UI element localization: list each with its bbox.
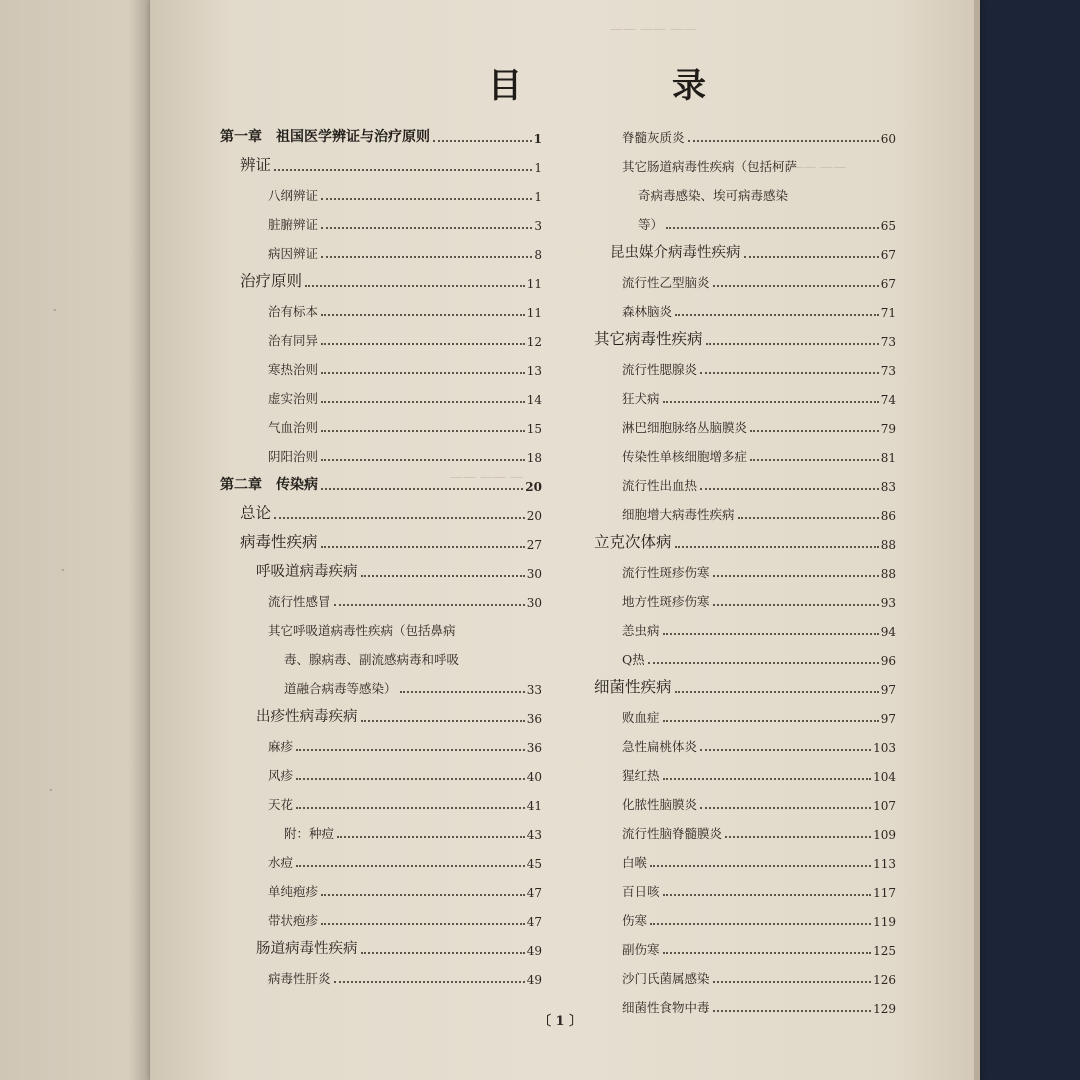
dot-leader [675, 314, 879, 316]
toc-entry [220, 697, 542, 726]
toc-entry-page: 45 [526, 857, 542, 871]
toc-entry [220, 726, 542, 755]
dot-leader [738, 517, 879, 519]
toc-entry [220, 262, 542, 291]
toc-entry-title: 其它呼吸道病毒性疾病（包括鼻病 [268, 623, 456, 638]
toc-entry-page: 71 [880, 306, 896, 320]
toc-entry-title: 麻疹 [268, 739, 294, 754]
dot-leader [296, 778, 525, 780]
dot-leader [274, 169, 532, 171]
dot-leader [321, 546, 525, 548]
toc-entry-title: 传染性单核细胞增多症 [622, 449, 748, 464]
dot-leader [666, 227, 879, 229]
toc-entry [220, 378, 542, 407]
toc-entry-title: 细菌性疾病 [594, 678, 672, 696]
toc-entry [594, 291, 896, 320]
toc-entry [220, 813, 542, 842]
toc-entry [594, 784, 896, 813]
dot-leader [713, 575, 879, 577]
toc-entry [220, 117, 542, 146]
toc-entry [594, 349, 896, 378]
toc-entry-title: 治有标本 [268, 304, 319, 319]
toc-entry [220, 755, 542, 784]
toc-entry [220, 146, 542, 175]
toc-entry-page: 126 [873, 973, 896, 987]
toc-entry-title: 第一章 祖国医学辨证与治疗原则 [220, 129, 430, 145]
toc-entry-title: 白喉 [622, 855, 648, 870]
toc-entry-title: 细胞增大病毒性疾病 [622, 507, 735, 522]
dot-leader [361, 952, 525, 954]
toc-entry [594, 552, 896, 581]
toc-entry-page: 67 [880, 248, 896, 262]
dot-leader [700, 749, 871, 751]
dot-leader [337, 836, 525, 838]
toc-entry [594, 494, 896, 523]
toc-entry-page: 103 [873, 741, 896, 755]
toc-entry [594, 523, 896, 552]
dot-leader [305, 285, 525, 287]
toc-entry-title: 肠道病毒性疾病 [256, 941, 358, 957]
toc-entry [220, 958, 542, 987]
toc-entry-page: 60 [880, 132, 896, 146]
toc-entry-title: 病因辨证 [268, 246, 319, 261]
adjacent-page: · · · [0, 0, 190, 1080]
toc-entry [594, 407, 896, 436]
toc-entry-page: 12 [526, 335, 542, 349]
toc-entry-title: 脊髓灰质炎 [622, 130, 685, 145]
toc-entry [594, 146, 896, 175]
toc-entry [220, 291, 542, 320]
toc-entry-page: 33 [526, 683, 542, 697]
toc-entry-title: 等） [638, 217, 664, 232]
toc-entry [594, 987, 896, 1016]
toc-entry-title: 治疗原则 [240, 272, 303, 290]
toc-entry-page: 36 [526, 741, 542, 755]
toc-entry-title: 病毒性肝炎 [268, 971, 331, 986]
toc-entry-title: 败血症 [622, 710, 660, 725]
dot-leader [321, 430, 525, 432]
toc-entry-title: 流行性腮腺炎 [622, 362, 698, 377]
toc-entry [220, 871, 542, 900]
toc-entry-page: 43 [526, 828, 542, 842]
dot-leader [321, 459, 525, 461]
toc-entry [594, 900, 896, 929]
dot-leader [700, 488, 879, 490]
dot-leader [321, 894, 525, 896]
toc-entry [594, 436, 896, 465]
toc-entry [220, 842, 542, 871]
dot-leader [663, 633, 879, 635]
toc-entry [594, 639, 896, 668]
dot-leader [650, 865, 871, 867]
toc-entry-page: 30 [526, 596, 542, 610]
toc-entry-page: 13 [526, 364, 542, 378]
toc-entry-page: 11 [526, 306, 542, 320]
toc-entry-page: 67 [880, 277, 896, 291]
dot-leader [725, 836, 871, 838]
dot-leader [700, 807, 871, 809]
toc-entry-title: 流行性乙型脑炎 [622, 275, 710, 290]
dot-leader [321, 488, 523, 490]
toc-entry [220, 175, 542, 204]
dot-leader [706, 343, 879, 345]
dot-leader [744, 256, 879, 258]
toc-entry-page: 93 [880, 596, 896, 610]
toc-entry [594, 958, 896, 987]
toc-entry-page: 119 [873, 915, 896, 929]
dot-leader [400, 691, 525, 693]
toc-entry-title: 细菌性食物中毒 [622, 1000, 710, 1015]
dot-leader [296, 749, 525, 751]
toc-entry-title: 病毒性疾病 [240, 533, 318, 551]
toc-entry-title: 猩红热 [622, 768, 660, 783]
toc-entry-page: 11 [526, 277, 542, 291]
dot-leader [750, 430, 879, 432]
toc-entry-page: 1 [534, 190, 542, 204]
dot-leader [334, 981, 525, 983]
toc-entry-title: 伤寒 [622, 913, 648, 928]
toc-entry [220, 610, 542, 639]
toc-entry [220, 494, 542, 523]
dot-leader [321, 198, 532, 200]
dot-leader [648, 662, 879, 664]
page-edge [974, 0, 980, 1080]
toc-entry [220, 552, 542, 581]
toc-entry-title: 天花 [268, 797, 294, 812]
toc-entry-title: 地方性斑疹伤寒 [622, 594, 710, 609]
toc-entry-title: 狂犬病 [622, 391, 660, 406]
toc-entry-page: 73 [880, 364, 896, 378]
toc-entry-title: 毒、腺病毒、副流感病毒和呼吸 [284, 652, 460, 667]
toc-entry-page: 20 [526, 509, 542, 523]
toc-entry-title: 治有同异 [268, 333, 319, 348]
dot-leader [663, 952, 872, 954]
toc-entry-title: 风疹 [268, 768, 294, 783]
toc-entry-page: 8 [534, 248, 542, 262]
toc-entry-page: 97 [880, 683, 896, 697]
toc-entry-title: 带状疱疹 [268, 913, 319, 928]
dot-leader [296, 865, 525, 867]
toc-entry-page: 20 [525, 480, 542, 494]
dot-leader [663, 778, 872, 780]
toc-entry-title: 急性扁桃体炎 [622, 739, 698, 754]
toc-entry-title: 奇病毒感染、埃可病毒感染 [638, 188, 789, 203]
toc-entry [594, 262, 896, 291]
dot-leader [321, 401, 525, 403]
toc-entry-title: 流行性斑疹伤寒 [622, 565, 710, 580]
toc-entry [220, 581, 542, 610]
toc-entry-page: 73 [880, 335, 896, 349]
dot-leader [713, 604, 879, 606]
toc-entry [594, 610, 896, 639]
toc-entry [594, 320, 896, 349]
toc-entry [594, 871, 896, 900]
toc-entry-title: 淋巴细胞脉络丛脑膜炎 [622, 420, 748, 435]
toc-entry [220, 639, 542, 668]
toc-entry [220, 233, 542, 262]
toc-entry [594, 204, 896, 233]
toc-entry [220, 407, 542, 436]
dot-leader [334, 604, 525, 606]
toc-entry-title: 虚实治则 [268, 391, 319, 406]
toc-entry-title: 八纲辨证 [268, 188, 319, 203]
toc-entry-title: 其它肠道病毒性疾病（包括柯萨 [622, 159, 798, 174]
toc-entry-page: 129 [873, 1002, 896, 1016]
toc-entry [594, 233, 896, 262]
toc-entry-page: 79 [880, 422, 896, 436]
toc-entry-title: 阴阳治则 [268, 449, 319, 464]
toc-entry-page: 96 [880, 654, 896, 668]
toc-entry-page: 40 [526, 770, 542, 784]
dot-leader [361, 720, 525, 722]
toc-entry-page: 14 [526, 393, 542, 407]
dot-leader [713, 285, 879, 287]
toc-entry-page: 1 [533, 132, 542, 146]
toc-entry [594, 465, 896, 494]
toc-entry [220, 320, 542, 349]
dot-leader [688, 140, 879, 142]
toc-entry-title: 辨证 [240, 156, 272, 174]
toc-entry-page: 47 [526, 915, 542, 929]
toc-right-column [594, 117, 896, 1016]
toc-entry-page: 113 [873, 857, 896, 871]
toc-entry [594, 175, 896, 204]
toc-entry [220, 204, 542, 233]
toc-entry [594, 697, 896, 726]
toc-entry-page: 117 [873, 886, 896, 900]
toc-entry-page: 86 [880, 509, 896, 523]
toc-entry [220, 465, 542, 494]
toc-entry [220, 784, 542, 813]
toc-entry-title: 总论 [240, 504, 272, 522]
toc-entry-title: 副伤寒 [622, 942, 660, 957]
toc-entry-page: 3 [534, 219, 542, 233]
toc-entry [220, 523, 542, 552]
toc-entry-title: 恙虫病 [622, 623, 660, 638]
toc-entry [594, 726, 896, 755]
toc-entry-page: 125 [873, 944, 896, 958]
toc-title: 目 录 [488, 66, 764, 106]
toc-left-column [220, 117, 542, 1002]
dot-leader [321, 372, 525, 374]
dot-leader [675, 691, 879, 693]
dot-leader [321, 923, 525, 925]
toc-entry-page: 27 [526, 538, 542, 552]
dot-leader [296, 807, 525, 809]
toc-entry-page: 18 [526, 451, 542, 465]
dot-leader [700, 372, 879, 374]
toc-entry-page: 104 [873, 770, 896, 784]
dot-leader [663, 894, 872, 896]
toc-entry [220, 349, 542, 378]
dot-leader [663, 401, 879, 403]
toc-entry [594, 117, 896, 146]
dot-leader [321, 256, 532, 258]
toc-entry [594, 378, 896, 407]
toc-entry-title: 单纯疱疹 [268, 884, 319, 899]
dot-leader [713, 981, 872, 983]
toc-entry-title: 沙门氏菌属感染 [622, 971, 710, 986]
toc-entry-title: 森林脑炎 [622, 304, 673, 319]
page-number: 〔 1 〕 [538, 1014, 583, 1029]
dot-leader [750, 459, 879, 461]
toc-entry-title: 立克次体病 [594, 533, 672, 551]
toc-entry-title: Q热 [622, 652, 645, 667]
toc-entry-page: 49 [526, 944, 542, 958]
toc-entry-page: 109 [873, 828, 896, 842]
toc-entry-page: 65 [880, 219, 896, 233]
toc-page: —— —— —— —— —— —— —— — [150, 0, 978, 1080]
toc-entry-title: 水痘 [268, 855, 294, 870]
dot-leader [650, 923, 871, 925]
toc-entry-page: 1 [534, 161, 542, 175]
toc-entry-title: 脏腑辨证 [268, 217, 319, 232]
toc-entry-page: 36 [526, 712, 542, 726]
toc-entry-page: 30 [526, 567, 542, 581]
toc-entry [220, 436, 542, 465]
toc-entry-page: 15 [526, 422, 542, 436]
dot-leader [321, 314, 525, 316]
toc-entry-page: 47 [526, 886, 542, 900]
toc-entry-page: 49 [526, 973, 542, 987]
toc-entry [594, 581, 896, 610]
toc-entry [220, 900, 542, 929]
toc-entry [220, 668, 542, 697]
toc-entry-title: 昆虫媒介病毒性疾病 [610, 245, 741, 261]
toc-entry-title: 气血治则 [268, 420, 319, 435]
toc-entry-page: 74 [880, 393, 896, 407]
toc-entry-title: 流行性感冒 [268, 594, 331, 609]
toc-entry-title: 道融合病毒等感染） [284, 681, 397, 696]
toc-entry-title: 流行性出血热 [622, 478, 698, 493]
dot-leader [321, 227, 532, 229]
toc-entry-page: 97 [880, 712, 896, 726]
toc-entry-page: 88 [880, 567, 896, 581]
dot-leader [274, 517, 525, 519]
dot-leader [361, 575, 525, 577]
toc-entry-page: 94 [880, 625, 896, 639]
toc-entry [594, 929, 896, 958]
dot-leader [675, 546, 879, 548]
toc-entry-page: 81 [880, 451, 896, 465]
dot-leader [321, 343, 525, 345]
toc-entry-title: 寒热治则 [268, 362, 319, 377]
toc-entry-title: 附：种痘 [284, 826, 335, 841]
toc-entry-title: 化脓性脑膜炎 [622, 797, 698, 812]
toc-entry-page: 83 [880, 480, 896, 494]
toc-entry-title: 其它病毒性疾病 [594, 330, 703, 348]
dot-leader [713, 1010, 872, 1012]
toc-entry [594, 668, 896, 697]
toc-entry-title: 流行性脑脊髓膜炎 [622, 826, 723, 841]
toc-entry [594, 842, 896, 871]
dot-leader [433, 140, 532, 142]
toc-entry-page: 41 [526, 799, 542, 813]
toc-entry-title: 呼吸道病毒疾病 [256, 564, 358, 580]
dot-leader [663, 720, 879, 722]
toc-entry [594, 755, 896, 784]
toc-entry-title: 第二章 传染病 [220, 477, 318, 493]
toc-entry [220, 929, 542, 958]
toc-entry-page: 88 [880, 538, 896, 552]
toc-entry-title: 出疹性病毒疾病 [256, 709, 358, 725]
toc-entry-page: 107 [873, 799, 896, 813]
toc-entry-title: 百日咳 [622, 884, 660, 899]
toc-entry [594, 813, 896, 842]
